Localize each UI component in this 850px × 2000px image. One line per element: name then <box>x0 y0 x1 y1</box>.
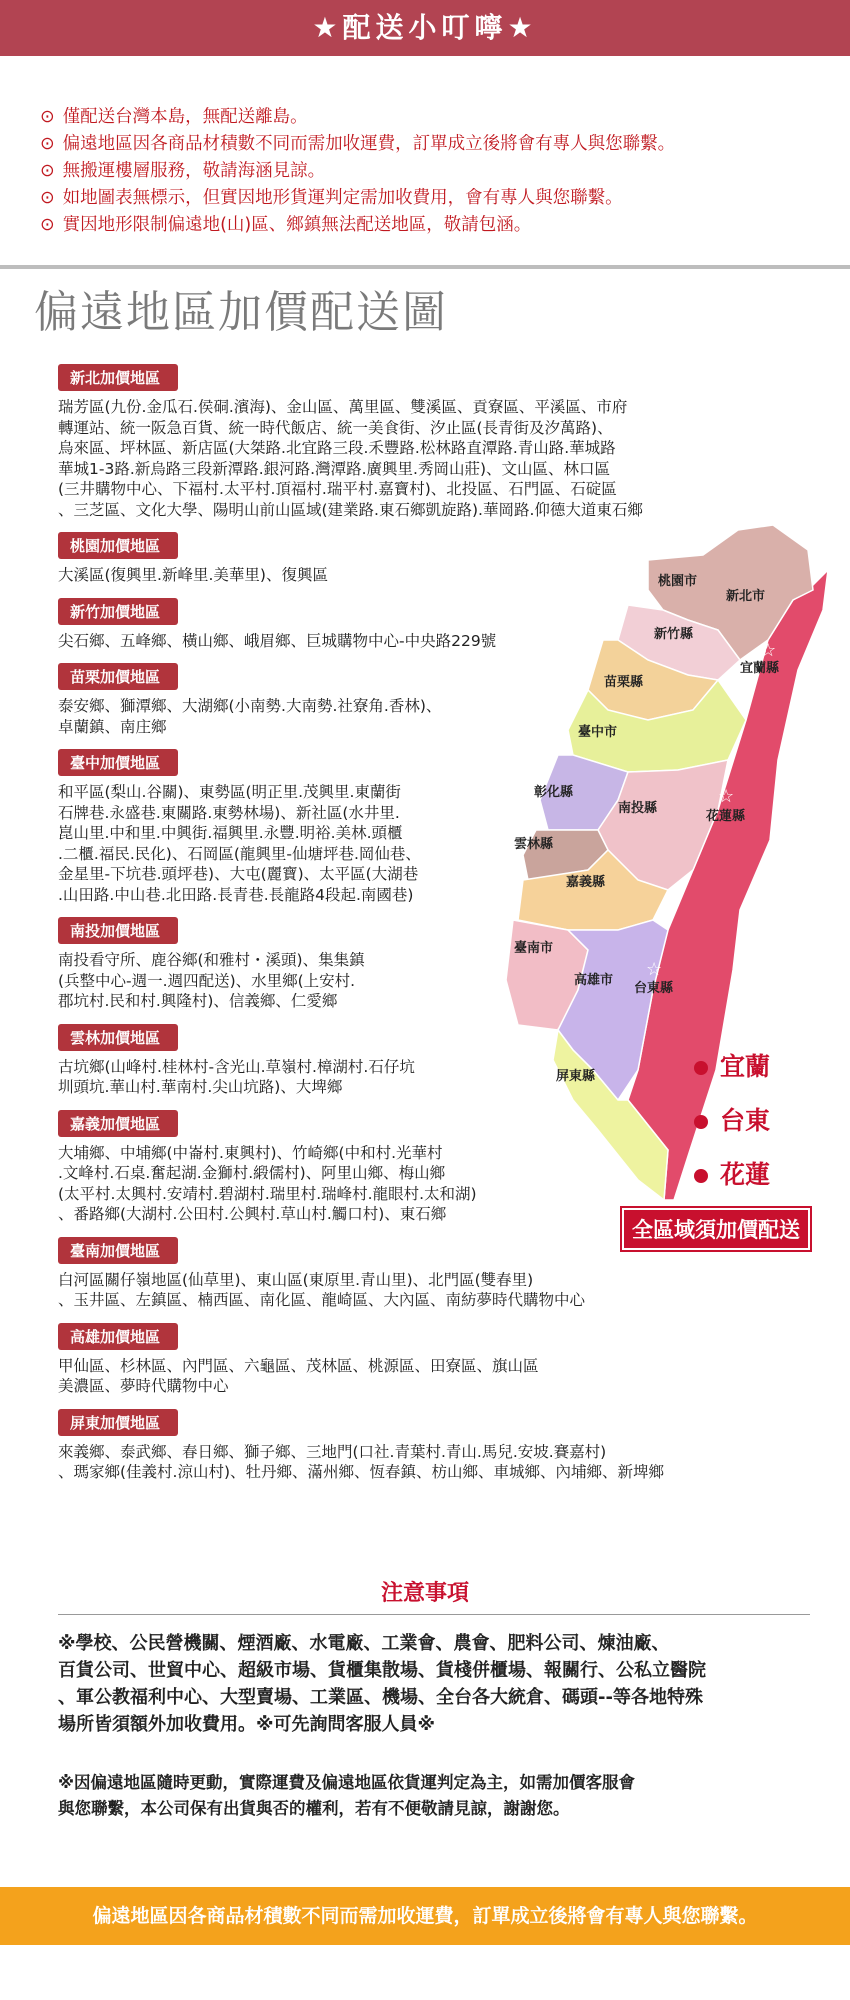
note-item: ⊙ 實因地形限制偏遠地(山)區、鄉鎮無法配送地區，敬請包涵。 <box>40 212 840 239</box>
footer-banner <box>0 1887 850 1945</box>
map-label-changhua: 彰化縣 <box>534 785 574 800</box>
region-tag: 嘉義加價地區 <box>58 1110 178 1137</box>
circle-dot-icon: ⊙ <box>40 107 55 127</box>
map-label-tainan: 臺南市 <box>514 941 554 956</box>
legend-item-taitung: 台東 <box>694 1094 770 1148</box>
region-tag: 苗栗加價地區 <box>58 663 178 690</box>
region-text: 瑞芳區(九份.金瓜石.侯硐.濱海)、金山區、萬里區、雙溪區、貢寮區、平溪區、市府 轉運站、統一阪急百貨、統一時代飯店、統一美食街、汐止區(長青街及汐萬路)、 烏來區、坪林區、新店區(大桀路.北宜路三段.禾豐路.松林路直潭路.青山路.華城路 華城1-3路.新烏路三段新潭路.銀河路.灣潭路.廣興里.秀岡山莊)、文山區、林口區 (三井購物中心、下福村.太平村.頂福村.瑞平村.嘉寶村)、北投區、石門區、石碇區 、三芝區、文化大學、陽明山前山區域(建業路.東石鄉凱旋路).華岡路.仰德大道東石鄉 <box>58 398 643 519</box>
region-text: 和平區(梨山.谷關)、東勢區(明正里.茂興里.東蘭街 石牌巷.永盛巷.東關路.東勢林場)、新社區(水井里. 崑山里.中和里.中興街.福興里.永豐.明裕.美林.頭櫃 .二櫃.福民.民化)、石岡區(龍興里-仙塘坪巷.岡仙巷、 金星里-下坑巷.頭坪巷)、大屯(麗寶)、太平區(大湖巷 .山田路.中山巷.北田路.長青巷.長龍路4段起.南國巷) <box>58 783 421 904</box>
map-label-taitung: 台東縣 <box>634 981 674 996</box>
region-text: 甲仙區、杉林區、內門區、六龜區、茂林區、桃源區、田寮區、旗山區 美濃區、夢時代購物中心 <box>58 1356 539 1395</box>
caution-title: 注意事項 <box>380 1581 469 1606</box>
header-banner <box>0 0 850 56</box>
region-text: 古坑鄉(山峰村.桂林村-含光山.草嶺村.樟湖村.石仔坑 圳頭坑.華山村.華南村.尖山坑路)、大埤鄉 <box>58 1057 415 1096</box>
map-label-yilan: 宜蘭縣 <box>740 661 780 676</box>
region-tag: 桃園加價地區 <box>58 532 178 559</box>
dot-icon <box>694 1061 708 1075</box>
map-label-taoyuan: 桃園市 <box>658 574 698 589</box>
map-label-nantou: 南投縣 <box>618 801 658 816</box>
region-text: 大埔鄉、中埔鄉(中崙村.東興村)、竹崎鄉(中和村.光華村 .文峰村.石桌.奮起湖.金獅村.緞儒村)、阿里山鄉、梅山鄉 (太平村.太興村.安靖村.碧湖村.瑞里村.瑞峰村.龍眼村.太和湖) 、番路鄉(大湖村.公田村.公興村.草山村.觸口村)、東石鄉 <box>58 1143 477 1223</box>
region-text: 來義鄉、泰武鄉、春日鄉、獅子鄉、三地門(口社.青葉村.青山.馬兒.安坡.賽嘉村) 、瑪家鄉(佳義村.涼山村)、牡丹鄉、滿州鄉、恆春鎮、枋山鄉、車城鄉、內埔鄉、新埤鄉 <box>58 1442 665 1481</box>
legend-item-yilan: 宜蘭 <box>694 1040 770 1094</box>
note-item: ⊙ 無搬運樓層服務，敬請海涵見諒。 <box>40 158 840 185</box>
region-tag: 新竹加價地區 <box>58 598 178 625</box>
caution-text-special-venues: ※學校、公民營機關、煙酒廠、水電廠、工業會、農會、肥料公司、煉油廠、 百貨公司、世貿中心、超級市場、貨櫃集散場、貨棧併櫃場、報關行、公私立醫院 、軍公教福利中心、大型賣場、工業區、機場、全台各大統倉、碼頭--等各地特殊 場所皆須額外加收費用。※可先詢問客服人員※ <box>58 1633 706 1735</box>
map-label-hsinchu: 新竹縣 <box>654 627 694 642</box>
circle-dot-icon: ⊙ <box>40 215 55 235</box>
region-text: 南投看守所、鹿谷鄉(和雅村・溪頭)、集集鎮 (兵整中心-週一.週四配送)、水里鄉(上安村. 郡坑村.民和村.興隆村)、信義鄉、仁愛鄉 <box>58 951 365 1010</box>
region-kaohsiung <box>58 1323 738 1397</box>
region-text: 尖石鄉、五峰鄉、橫山鄉、峨眉鄉、巨城購物中心-中央路229號 <box>58 631 497 650</box>
map-legend <box>694 1040 770 1202</box>
star-icon: ☆ <box>646 959 663 980</box>
note-item: ⊙ 偏遠地區因各商品材積數不同而需加收運費，訂單成立後將會有專人與您聯繫。 <box>40 131 840 158</box>
region-text: 泰安鄉、獅潭鄉、大湖鄉(小南勢.大南勢.社寮角.香林)、 卓蘭鎮、南庄鄉 <box>58 697 442 736</box>
circle-dot-icon: ⊙ <box>40 188 55 208</box>
region-tag: 高雄加價地區 <box>58 1323 178 1350</box>
section-title: 偏遠地區加價配送圖 <box>34 287 448 338</box>
star-icon: ☆ <box>760 640 777 661</box>
map-label-chiayi: 嘉義縣 <box>566 875 606 890</box>
region-text: 大溪區(復興里.新峰里.美華里)、復興區 <box>58 566 328 584</box>
section-divider <box>0 265 850 269</box>
region-text: 白河區關仔嶺地區(仙草里)、東山區(東原里.青山里)、北門區(雙春里) 、玉井區、左鎮區、楠西區、南化區、龍崎區、大內區、南紡夢時代購物中心 <box>58 1270 586 1309</box>
map-label-yunlin: 雲林縣 <box>514 837 554 852</box>
circle-dot-icon: ⊙ <box>40 134 55 154</box>
region-newtaipei <box>58 364 738 520</box>
caution-text-remote-areas: ※因偏遠地區隨時更動，實際運費及偏遠地區依貨運判定為主，如需加價客服會 與您聯繫，本公司保有出貨與否的權利，若有不便敬請見諒，謝謝您。 <box>58 1773 636 1818</box>
legend-item-hualien: 花蓮 <box>694 1148 770 1202</box>
region-tag: 雲林加價地區 <box>58 1024 178 1051</box>
star-icon: ☆ <box>718 786 735 807</box>
map-label-newtaipei: 新北市 <box>726 589 766 604</box>
delivery-notes <box>40 104 840 239</box>
note-item: ⊙ 僅配送台灣本島，無配送離島。 <box>40 104 840 131</box>
dot-icon <box>694 1169 708 1183</box>
region-tag: 新北加價地區 <box>58 364 178 391</box>
header-title: ★配送小叮嚀★ <box>312 11 538 44</box>
taiwan-map-svg <box>478 510 850 1200</box>
map-label-pingtung: 屏東縣 <box>556 1069 596 1084</box>
map-label-taichung: 臺中市 <box>578 725 618 740</box>
map-label-kaohsiung: 高雄市 <box>574 973 614 988</box>
region-tag: 屏東加價地區 <box>58 1409 178 1436</box>
taiwan-map <box>478 510 850 1200</box>
region-tag: 南投加價地區 <box>58 917 178 944</box>
circle-dot-icon: ⊙ <box>40 161 55 181</box>
region-tag: 臺南加價地區 <box>58 1237 178 1264</box>
footer-text: 偏遠地區因各商品材積數不同而需加收運費，訂單成立後將會有專人與您聯繫。 <box>92 1905 758 1927</box>
region-tag: 臺中加價地區 <box>58 749 178 776</box>
map-label-miaoli: 苗栗縣 <box>604 675 644 690</box>
caution-divider <box>58 1614 810 1615</box>
region-pingtung <box>58 1409 738 1483</box>
map-label-hualien: 花蓮縣 <box>706 809 746 824</box>
surcharge-badge: 全區域須加價配送 <box>622 1208 810 1250</box>
dot-icon <box>694 1115 708 1129</box>
note-item: ⊙ 如地圖表無標示，但實因地形貨運判定需加收費用，會有專人與您聯繫。 <box>40 185 840 212</box>
